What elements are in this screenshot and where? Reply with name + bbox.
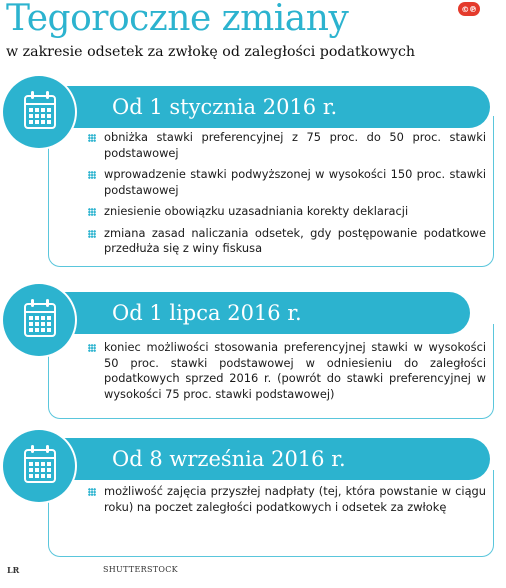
section-heading: Od 8 września 2016 r. — [112, 447, 346, 471]
bullet-icon — [88, 134, 96, 142]
list-item: obniżka stawki preferencyjnej z 75 proc. do 50 proc. stawki podstawowej — [88, 130, 486, 161]
section-banner — [26, 86, 490, 128]
bullet-icon — [88, 171, 96, 179]
bullet-icon — [88, 488, 96, 496]
author-initials: LR — [7, 565, 20, 575]
list-item: koniec możliwości stosowania preferencyjnej stawki w wysokości 50 proc. stawki podstawowej w odniesieniu do zaległości podatkowych sprzed 2016 r. (powrót do stawki preferencyjnej w wysokości 75 proc. stawki podstawowej) — [88, 340, 486, 402]
section-banner — [26, 292, 470, 334]
image-credit: SHUTTERSTOCK — [103, 565, 178, 574]
list-item: zmiana zasad naliczania odsetek, gdy postępowanie podatkowe przedłuża się z winy fiskusa — [88, 226, 486, 257]
section-september — [0, 428, 506, 558]
bullet-icon — [88, 230, 96, 238]
calendar-icon — [3, 430, 75, 502]
section-heading: Od 1 lipca 2016 r. — [112, 301, 302, 325]
calendar-icon — [3, 284, 75, 356]
bullet-icon — [88, 344, 96, 352]
bullet-icon — [88, 208, 96, 216]
list-item: możliwość zajęcia przyszłej nadpłaty (tej, która powstanie w ciągu roku) na poczet zaległości podatkowych i odsetek za zwłokę — [88, 484, 486, 515]
page-subtitle: w zakresie odsetek za zwłokę od zaległości podatkowych — [6, 44, 416, 60]
section-items — [88, 130, 486, 263]
section-banner — [26, 438, 490, 480]
section-july — [0, 282, 506, 422]
calendar-icon — [3, 76, 75, 148]
section-january — [0, 74, 506, 274]
list-item: wprowadzenie stawki podwyższonej w wysokości 150 proc. stawki podstawowej — [88, 167, 486, 198]
section-items — [88, 340, 486, 408]
section-heading: Od 1 stycznia 2016 r. — [112, 95, 338, 119]
section-items — [88, 484, 486, 521]
publisher-logo: ©℗ — [458, 2, 480, 16]
page-title: Tegoroczne zmiany — [6, 0, 349, 39]
list-item: zniesienie obowiązku uzasadniania korekty deklaracji — [88, 204, 486, 220]
